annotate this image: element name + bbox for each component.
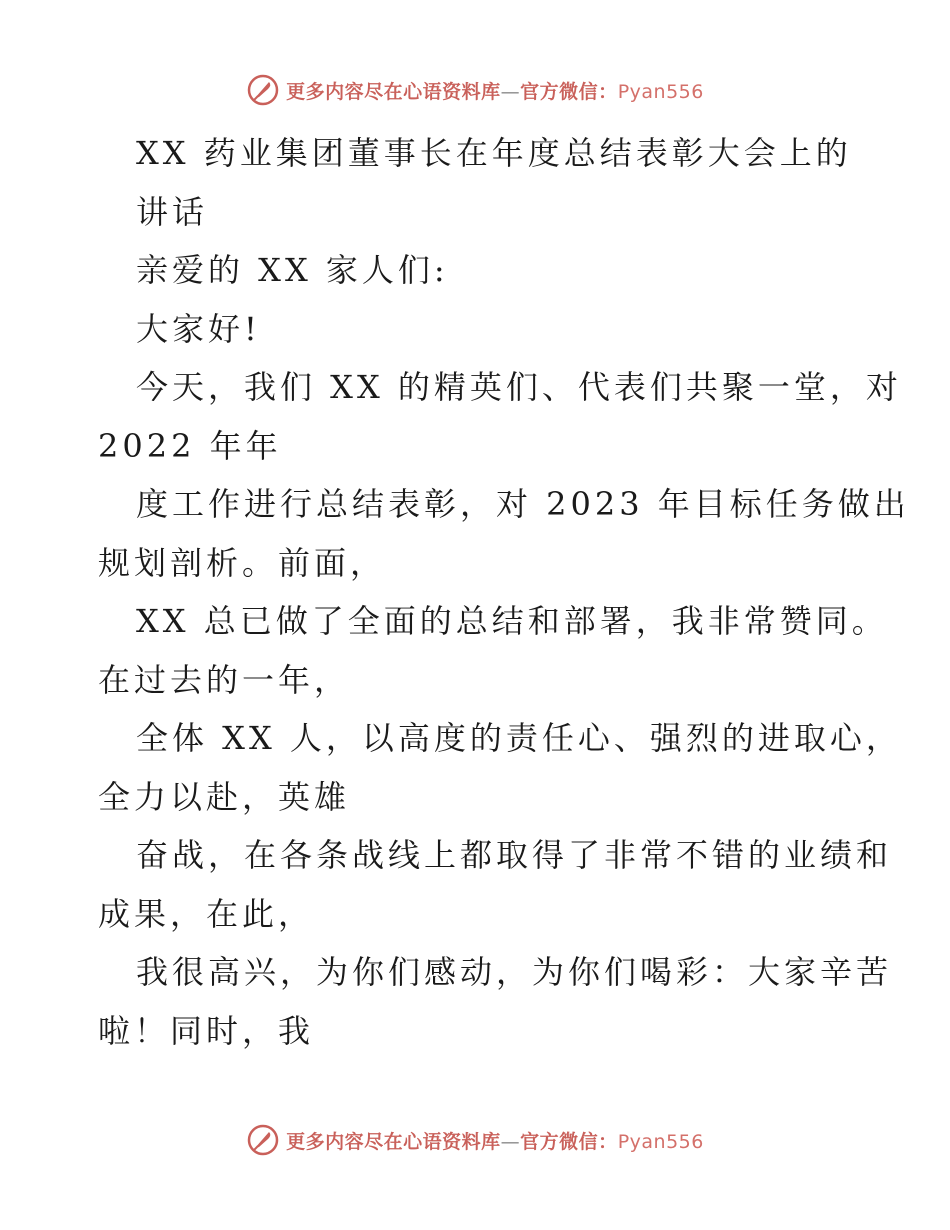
paragraph-line: 规划剖析。前面， bbox=[98, 543, 387, 582]
paragraph-line: 成果，在此， bbox=[98, 894, 315, 933]
feather-pen-logo-icon bbox=[246, 73, 280, 107]
feather-pen-logo-icon bbox=[246, 1123, 280, 1157]
paragraph-line: 啦！同时，我 bbox=[98, 1011, 315, 1050]
paragraph-line: 我很高兴，为你们感动，为你们喝彩：大家辛苦 bbox=[136, 953, 893, 991]
document-body bbox=[98, 124, 910, 1060]
header-watermark bbox=[0, 70, 950, 110]
paragraph-line: 全力以赴，英雄 bbox=[98, 777, 351, 816]
watermark-label: 更多内容尽在心语资料库—官方微信：Pyan556 bbox=[286, 80, 704, 103]
title-line-2: 讲话 bbox=[136, 192, 209, 231]
paragraph-line: 奋战，在各条战线上都取得了非常不错的业绩和 bbox=[136, 836, 893, 874]
paragraph-line: 在过去的一年， bbox=[98, 660, 351, 699]
watermark-label: 更多内容尽在心语资料库—官方微信：Pyan556 bbox=[286, 1130, 704, 1153]
paragraph-line: 全体 XX 人，以高度的责任心、强烈的进取心， bbox=[136, 719, 902, 757]
footer-watermark bbox=[0, 1120, 950, 1160]
title-line-1: XX 药业集团董事长在年度总结表彰大会上的 bbox=[136, 134, 852, 172]
paragraph-line: 度工作进行总结表彰，对 2023 年目标任务做出 bbox=[136, 485, 910, 523]
salutation: 亲爱的 XX 家人们: bbox=[136, 251, 449, 289]
greeting: 大家好! bbox=[136, 309, 261, 348]
paragraph-line: 2022 年年 bbox=[98, 426, 282, 465]
paragraph-line: XX 总已做了全面的总结和部署，我非常赞同。 bbox=[136, 602, 888, 640]
paragraph-line: 今天，我们 XX 的精英们、代表们共聚一堂，对 bbox=[136, 368, 902, 406]
